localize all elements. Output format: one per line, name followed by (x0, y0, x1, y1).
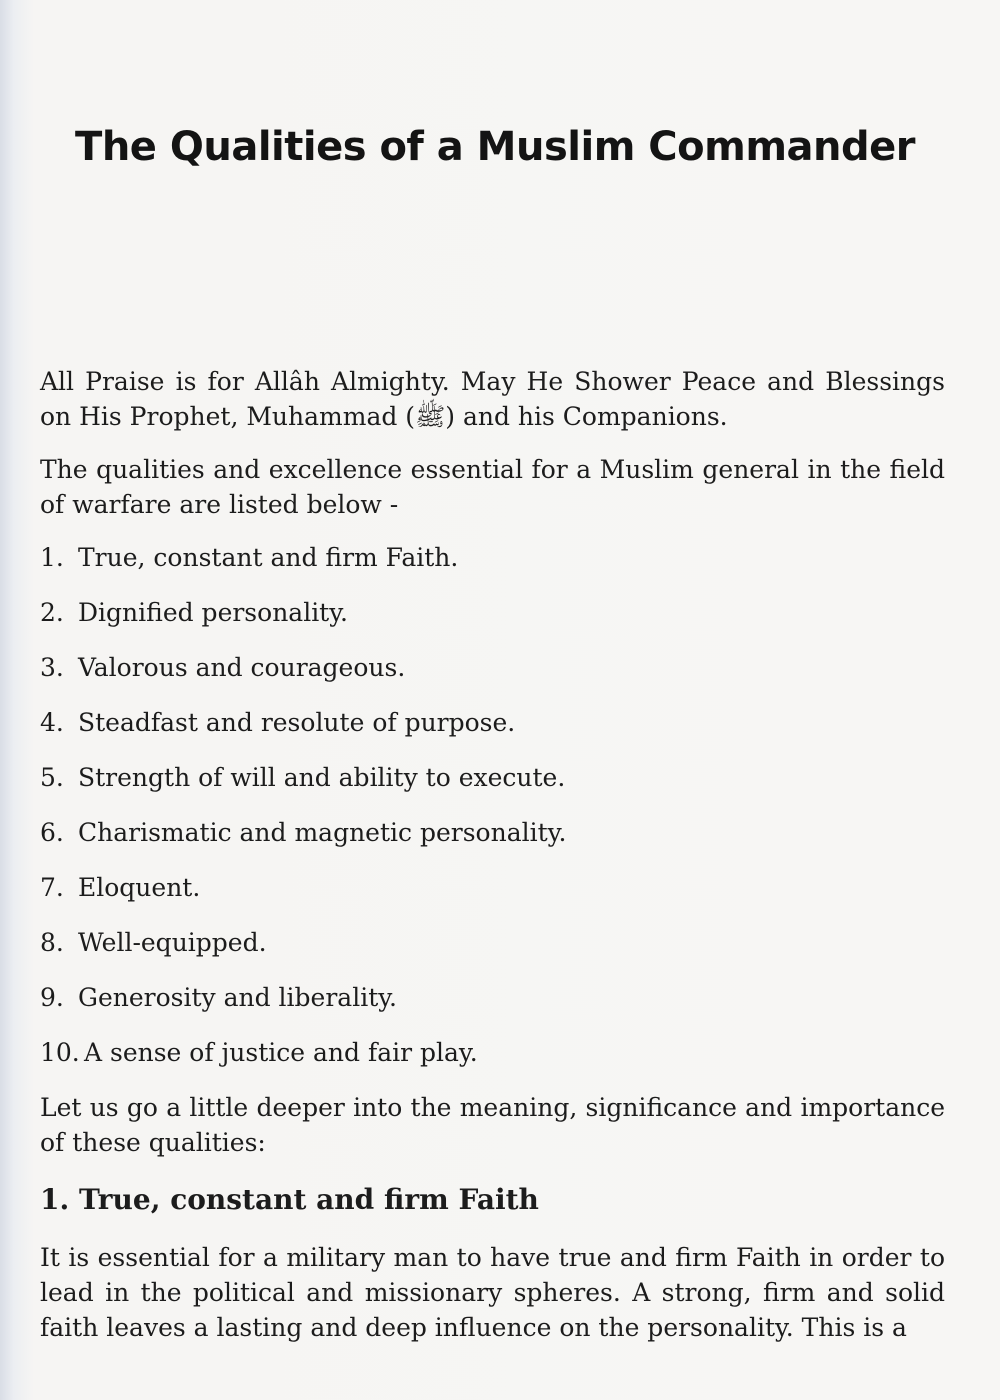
list-item-number: 3. (40, 653, 64, 682)
page-title: The Qualities of a Muslim Commander (75, 124, 915, 170)
list-item-text: Steadfast and resolute of purpose. (78, 708, 516, 737)
list-item-text: Strength of will and ability to execute. (78, 763, 566, 792)
list-item-text: Valorous and courageous. (78, 653, 406, 682)
list-item-text: Well-equipped. (78, 928, 267, 957)
list-item (40, 760, 945, 796)
list-item-number: 6. (40, 818, 64, 847)
list-item-text: Generosity and liberality. (78, 983, 397, 1012)
list-item-number: 2. (40, 598, 64, 627)
lead-paragraph: The qualities and excellence essential for a Muslim general in the field of warfare are listed below - (40, 455, 945, 519)
list-item (40, 705, 945, 741)
list-item-text: A sense of justice and fair play. (84, 1038, 478, 1067)
section-body: It is essential for a military man to have true and firm Faith in order to lead in the political and missionary spheres. A strong, firm and solid faith leaves a lasting and deep influence on the personality. This is a (40, 1243, 945, 1342)
list-item-text: Dignified personality. (78, 598, 348, 627)
qualities-list (40, 540, 945, 1071)
list-item-number: 10. (40, 1038, 80, 1067)
list-item (40, 595, 945, 631)
list-item-number: 8. (40, 928, 64, 957)
deeper-paragraph: Let us go a little deeper into the meaning, significance and importance of these qualities: (40, 1093, 945, 1157)
list-item-text: Charismatic and magnetic personality. (78, 818, 567, 847)
list-item (40, 980, 945, 1016)
page-content (40, 364, 945, 1363)
list-item (40, 540, 945, 576)
list-item (40, 925, 945, 961)
list-item (40, 870, 945, 906)
list-item-text: Eloquent. (78, 873, 201, 902)
list-item-number: 1. (40, 543, 64, 572)
list-item (40, 815, 945, 851)
list-item (40, 650, 945, 686)
list-item-number: 5. (40, 763, 64, 792)
section-heading: 1. True, constant and firm Faith (40, 1183, 539, 1216)
list-item (40, 1035, 945, 1071)
list-item-number: 4. (40, 708, 64, 737)
list-item-text: True, constant and firm Faith. (78, 543, 459, 572)
list-item-number: 9. (40, 983, 64, 1012)
intro-paragraph: All Praise is for Allâh Almighty. May He Shower Peace and Blessings on His Prophet, Muhammad (ﷺ) and his Companions. (40, 367, 945, 431)
list-item-number: 7. (40, 873, 64, 902)
